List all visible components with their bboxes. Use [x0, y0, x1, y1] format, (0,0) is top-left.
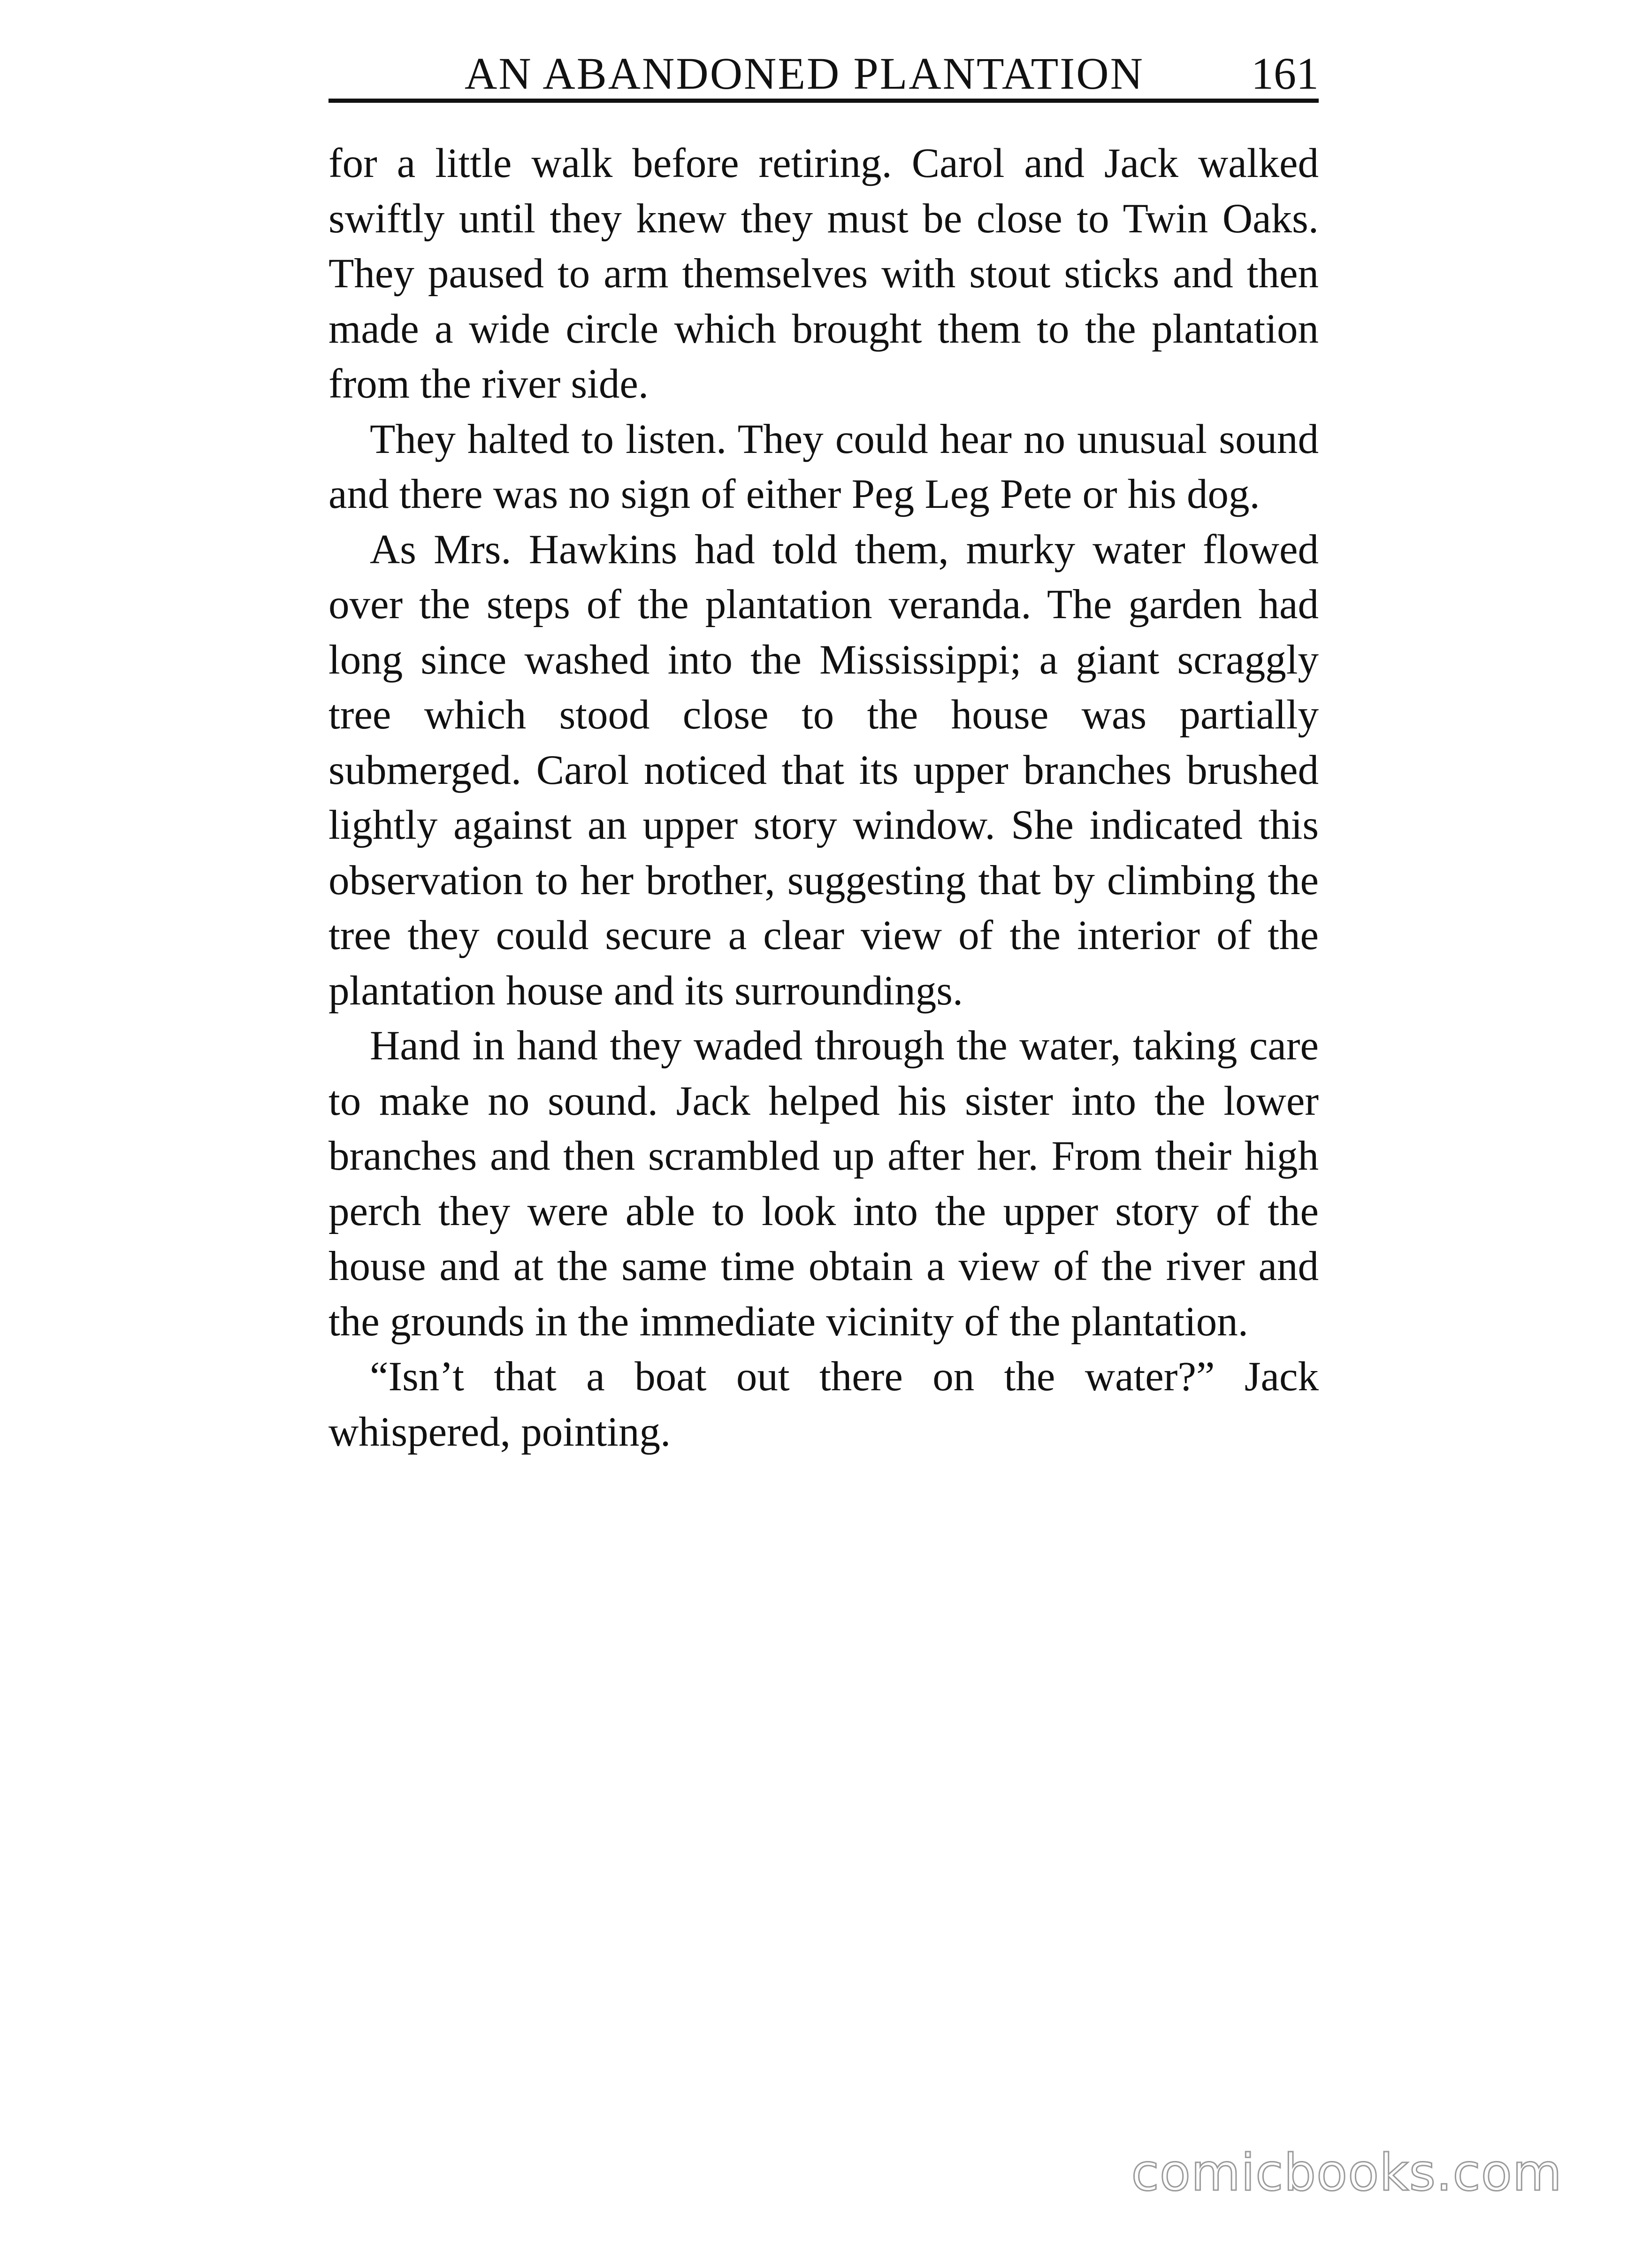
paragraph: for a little walk before retiring. Carol and Jack walked swiftly until they knew they must be close to Twin Oaks. They paused to arm themselves with stout sticks and then made a wide circle which brought them to the plantation from the river side. [329, 140, 1319, 407]
header-rule [329, 99, 1319, 103]
paragraph: “Isn’t that a boat out there on the water?” Jack whispered, pointing. [329, 1354, 1319, 1455]
running-head [329, 43, 1319, 104]
paragraph: As Mrs. Hawkins had told them, murky water flowed over the steps of the plantation veranda. The garden had long since washed into the Mississippi; a giant scraggly tree which stood close to the house was partially submerged. Carol noticed that its upper branches brushed lightly against an upper story window. She indicated this observation to her brother, suggesting that by climbing the tree they could secure a clear view of the interior of the plantation house and its surroundings. [329, 526, 1319, 1014]
page-number: 161 [1251, 48, 1319, 99]
running-title: AN ABANDONED PLANTATION [465, 48, 1144, 99]
site-watermark: comicbooks.com [1131, 2144, 1562, 2202]
paragraph: They halted to listen. They could hear no unusual sound and there was no sign of either Peg Leg Pete or his dog. [329, 416, 1319, 517]
body-text [329, 136, 1319, 1460]
paragraph: Hand in hand they waded through the water, taking care to make no sound. Jack helped his sister into the lower branches and then scrambled up after her. From their high perch they were able to look into the upper story of the house and at the same time obtain a view of the river and the grounds in the immediate vicinity of the plantation. [329, 1023, 1319, 1345]
